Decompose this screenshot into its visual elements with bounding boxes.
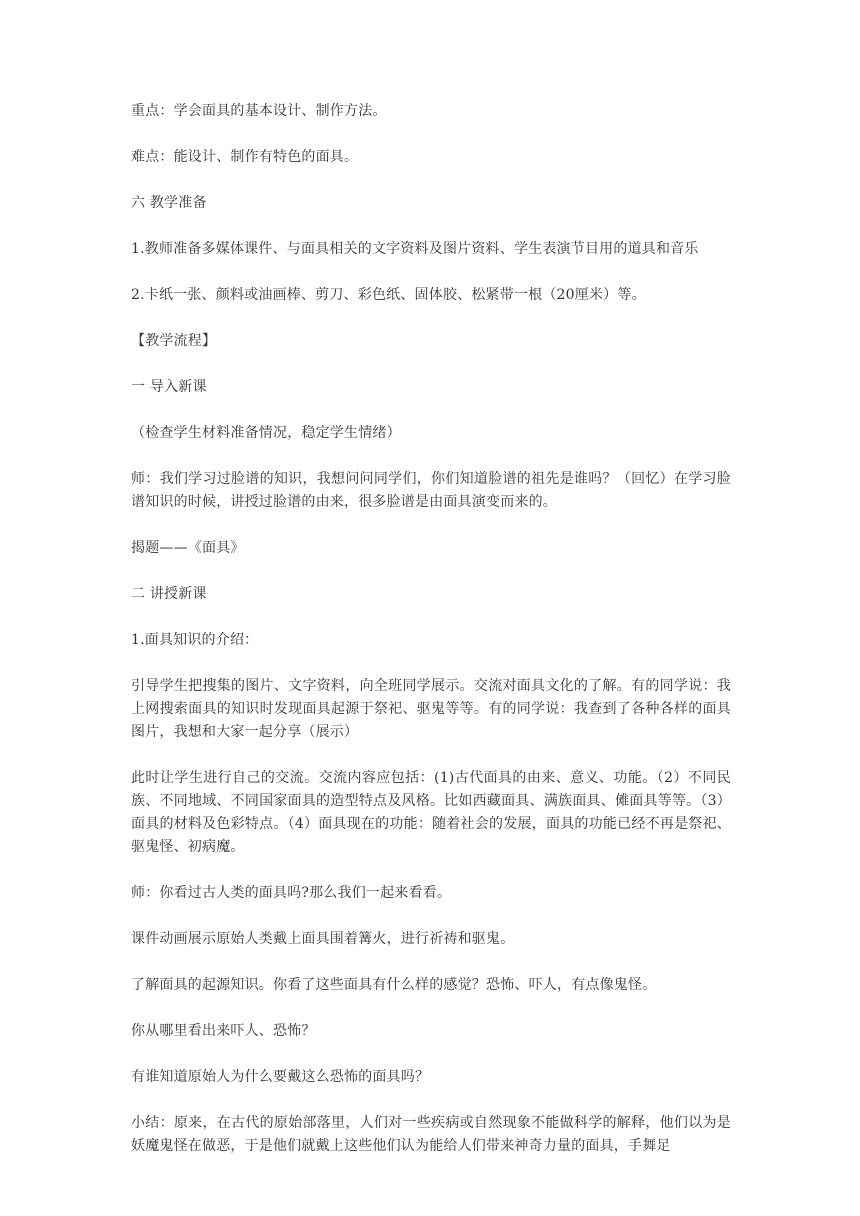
section-heading-preparation: 六 教学准备 — [131, 195, 207, 211]
question-why-paragraph: 有谁知道原始人为什么要戴这么恐怖的面具吗？ — [131, 1069, 430, 1085]
difficulty-paragraph: 难点：能设计、制作有特色的面具。 — [131, 149, 359, 165]
section-heading-new-lesson: 二 讲授新课 — [131, 586, 207, 602]
section-heading-intro: 一 导入新课 — [131, 379, 207, 395]
summary-paragraph: 小结：原来，在古代的原始部落里，人们对一些疾病或自然现象不能做科学的解释，他们以为是妖魔鬼怪在做恶，于是他们就戴上这些他们认为能给人们带来神奇力量的面具，手舞足 — [131, 1115, 731, 1154]
preparation-item-2: 2.卡纸一张、颜料或油画棒、剪刀、彩色纸、固体胶、松紧带一根（20厘米）等。 — [131, 287, 646, 303]
subheading-mask-knowledge: 1.面具知识的介绍： — [131, 632, 259, 648]
teacher-question-paragraph: 师：我们学习过脸谱的知识，我想问问同学们，你们知道脸谱的祖先是谁吗？（回忆）在学习脸谱知识的时候，讲授过脸谱的由来，很多脸谱是由面具演变而来的。 — [131, 471, 731, 510]
teacher-prompt-paragraph: 师：你看过古人类的面具吗?那么我们一起来看看。 — [131, 885, 452, 901]
preparation-item-1: 1.教师准备多媒体课件、与面具相关的文字资料及图片资料、学生表演节目用的道具和音乐 — [131, 241, 699, 257]
discussion-content-paragraph: 此时让学生进行自己的交流。交流内容应包括：(1)古代面具的由来、意义、功能。（2）不同民族、不同地域、不同国家面具的造型特点及风格。比如西藏面具、满族面具、傩面具等等。（3）面具的材料及色彩特点。（4）面具现在的功能：随着社会的发展，面具的功能已经不再是祭祀、驱鬼怪、初病魔。 — [131, 770, 731, 855]
section-heading-process: 【教学流程】 — [131, 333, 217, 349]
origin-knowledge-paragraph: 了解面具的起源知识。你看了这些面具有什么样的感觉？恐怖、吓人，有点像鬼怪。 — [131, 977, 657, 993]
student-sharing-paragraph: 引导学生把搜集的图片、文字资料，向全班同学展示。交流对面具文化的了解。有的同学说：我上网搜索面具的知识时发现面具起源于祭祀、驱鬼等等。有的同学说：我查到了各种各样的面具图片，我想和大家一起分享（展示） — [131, 678, 731, 740]
question-scary-paragraph: 你从哪里看出来吓人、恐怖？ — [131, 1023, 316, 1039]
intro-note: （检查学生材料准备情况，稳定学生情绪） — [131, 425, 401, 441]
key-point-paragraph: 重点：学会面具的基本设计、制作方法。 — [131, 103, 387, 119]
document-page — [131, 100, 731, 1181]
courseware-animation-paragraph: 课件动画展示原始人类戴上面具围着篝火，进行祈祷和驱鬼。 — [131, 931, 515, 947]
topic-reveal: 揭题——《面具》 — [131, 540, 245, 556]
